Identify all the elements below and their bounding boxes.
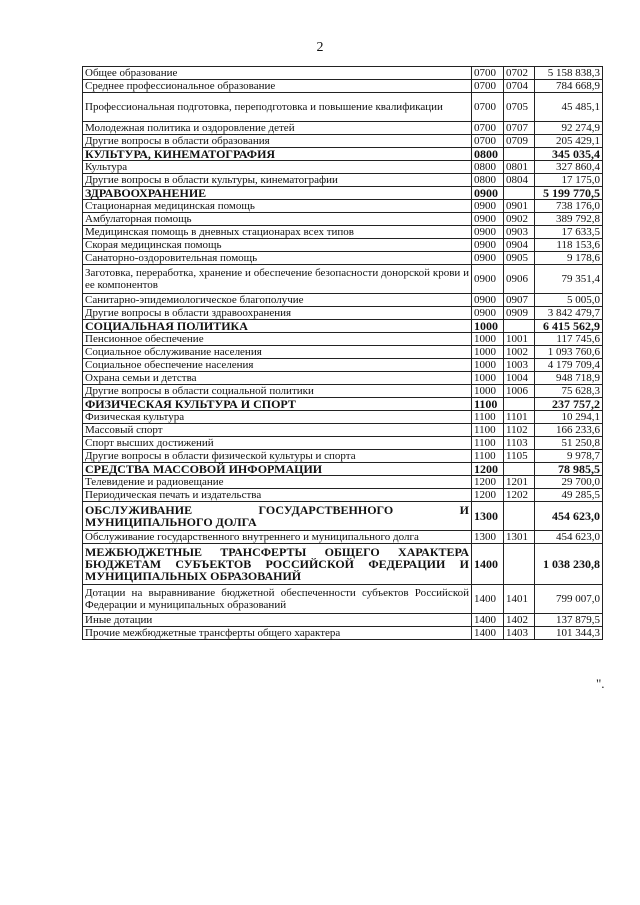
row-amount-cell: 17 175,0: [535, 174, 603, 187]
table-row: [83, 67, 603, 80]
row-section-code-cell: 1300: [472, 531, 504, 544]
row-name-cell: Массовый спорт: [83, 424, 472, 437]
row-section-code-cell: 0700: [472, 93, 504, 122]
table-row: [83, 307, 603, 320]
table-section-row: [83, 502, 603, 531]
row-subsection-code-cell: 1003: [504, 359, 535, 372]
row-section-code-cell: 0900: [472, 307, 504, 320]
row-name-cell: Охрана семьи и детства: [83, 372, 472, 385]
row-amount-cell: 1 038 230,8: [535, 544, 603, 585]
row-amount-cell: 6 415 562,9: [535, 320, 603, 333]
table-row: [83, 531, 603, 544]
row-amount-cell: 454 623,0: [535, 502, 603, 531]
row-amount-cell: 5 158 838,3: [535, 67, 603, 80]
table-section-row: [83, 320, 603, 333]
row-section-code-cell: 1000: [472, 372, 504, 385]
table-row: [83, 585, 603, 614]
row-section-code-cell: 1100: [472, 411, 504, 424]
row-section-code-cell: 0700: [472, 135, 504, 148]
row-name-cell: Культура: [83, 161, 472, 174]
row-section-code-cell: 1000: [472, 333, 504, 346]
row-amount-cell: 10 294,1: [535, 411, 603, 424]
table-row: [83, 489, 603, 502]
row-subsection-code-cell: 1102: [504, 424, 535, 437]
row-name-cell: Санитарно-эпидемиологическое благополучие: [83, 294, 472, 307]
row-name-cell: Спорт высших достижений: [83, 437, 472, 450]
row-amount-cell: 4 179 709,4: [535, 359, 603, 372]
row-amount-cell: 5 199 770,5: [535, 187, 603, 200]
row-subsection-code-cell: 0707: [504, 122, 535, 135]
row-section-code-cell: 1100: [472, 437, 504, 450]
row-name-cell: Пенсионное обеспечение: [83, 333, 472, 346]
row-section-code-cell: 0700: [472, 122, 504, 135]
row-subsection-code-cell: 1401: [504, 585, 535, 614]
row-name-cell: Общее образование: [83, 67, 472, 80]
row-amount-cell: 948 718,9: [535, 372, 603, 385]
row-name-cell: Скорая медицинская помощь: [83, 239, 472, 252]
table-row: [83, 122, 603, 135]
row-subsection-code-cell: 1103: [504, 437, 535, 450]
row-subsection-code-cell: [504, 148, 535, 161]
row-amount-cell: 118 153,6: [535, 239, 603, 252]
row-amount-cell: 738 176,0: [535, 200, 603, 213]
row-amount-cell: 75 628,3: [535, 385, 603, 398]
row-name-cell: Телевидение и радиовещание: [83, 476, 472, 489]
row-section-code-cell: 0900: [472, 252, 504, 265]
row-name-cell: Другие вопросы в области социальной политики: [83, 385, 472, 398]
budget-table-body: [83, 67, 603, 640]
row-section-code-cell: 1000: [472, 320, 504, 333]
row-section-code-cell: 0900: [472, 226, 504, 239]
row-section-code-cell: 0900: [472, 213, 504, 226]
row-amount-cell: 117 745,6: [535, 333, 603, 346]
row-name-cell: Среднее профессиональное образование: [83, 80, 472, 93]
row-amount-cell: 101 344,3: [535, 627, 603, 640]
row-section-code-cell: 1100: [472, 398, 504, 411]
row-subsection-code-cell: 1201: [504, 476, 535, 489]
row-name-cell: ОБСЛУЖИВАНИЕ ГОСУДАРСТВЕННОГО И МУНИЦИПАЛЬНОГО ДОЛГА: [83, 502, 472, 531]
row-amount-cell: 327 860,4: [535, 161, 603, 174]
closing-quote-mark: ".: [596, 676, 605, 691]
row-amount-cell: 799 007,0: [535, 585, 603, 614]
row-amount-cell: 45 485,1: [535, 93, 603, 122]
row-name-cell: КУЛЬТУРА, КИНЕМАТОГРАФИЯ: [83, 148, 472, 161]
table-row: [83, 252, 603, 265]
row-name-cell: Санаторно-оздоровительная помощь: [83, 252, 472, 265]
row-name-cell: Профессиональная подготовка, переподготовка и повышение квалификации: [83, 93, 472, 122]
row-name-cell: Периодическая печать и издательства: [83, 489, 472, 502]
row-name-cell: Обслуживание государственного внутреннего и муниципального долга: [83, 531, 472, 544]
row-section-code-cell: 1300: [472, 502, 504, 531]
table-row: [83, 476, 603, 489]
table-row: [83, 226, 603, 239]
table-row: [83, 372, 603, 385]
row-section-code-cell: 1400: [472, 544, 504, 585]
row-subsection-code-cell: 0704: [504, 80, 535, 93]
row-amount-cell: 166 233,6: [535, 424, 603, 437]
row-section-code-cell: 1000: [472, 359, 504, 372]
row-subsection-code-cell: 0906: [504, 265, 535, 294]
row-amount-cell: 17 633,5: [535, 226, 603, 239]
row-name-cell: Социальное обеспечение населения: [83, 359, 472, 372]
page-number: 2: [316, 40, 324, 55]
row-subsection-code-cell: [504, 502, 535, 531]
row-subsection-code-cell: [504, 544, 535, 585]
row-subsection-code-cell: 1202: [504, 489, 535, 502]
row-subsection-code-cell: 1301: [504, 531, 535, 544]
row-subsection-code-cell: 1101: [504, 411, 535, 424]
row-name-cell: Социальное обслуживание населения: [83, 346, 472, 359]
row-subsection-code-cell: 0905: [504, 252, 535, 265]
row-name-cell: Физическая культура: [83, 411, 472, 424]
row-name-cell: Дотации на выравнивание бюджетной обеспеченности субъектов Российской Федерации и муниципальных образований: [83, 585, 472, 614]
row-subsection-code-cell: 0902: [504, 213, 535, 226]
row-subsection-code-cell: [504, 463, 535, 476]
row-amount-cell: 92 274,9: [535, 122, 603, 135]
row-section-code-cell: 0900: [472, 200, 504, 213]
table-section-row: [83, 187, 603, 200]
row-section-code-cell: 0900: [472, 187, 504, 200]
row-amount-cell: 29 700,0: [535, 476, 603, 489]
row-name-cell: СРЕДСТВА МАССОВОЙ ИНФОРМАЦИИ: [83, 463, 472, 476]
row-section-code-cell: 1400: [472, 614, 504, 627]
row-amount-cell: 205 429,1: [535, 135, 603, 148]
row-subsection-code-cell: 0804: [504, 174, 535, 187]
row-subsection-code-cell: 1004: [504, 372, 535, 385]
row-subsection-code-cell: 0801: [504, 161, 535, 174]
table-row: [83, 239, 603, 252]
row-section-code-cell: 1100: [472, 424, 504, 437]
table-row: [83, 359, 603, 372]
row-subsection-code-cell: 0907: [504, 294, 535, 307]
table-row: [83, 614, 603, 627]
row-amount-cell: 79 351,4: [535, 265, 603, 294]
row-section-code-cell: 1400: [472, 627, 504, 640]
table-row: [83, 424, 603, 437]
row-subsection-code-cell: 0909: [504, 307, 535, 320]
row-amount-cell: 9 178,6: [535, 252, 603, 265]
row-section-code-cell: 1000: [472, 385, 504, 398]
row-amount-cell: 5 005,0: [535, 294, 603, 307]
table-row: [83, 437, 603, 450]
row-section-code-cell: 1000: [472, 346, 504, 359]
row-name-cell: ЗДРАВООХРАНЕНИЕ: [83, 187, 472, 200]
row-name-cell: Другие вопросы в области физической культуры и спорта: [83, 450, 472, 463]
row-amount-cell: 454 623,0: [535, 531, 603, 544]
row-section-code-cell: 0800: [472, 148, 504, 161]
row-name-cell: Прочие межбюджетные трансферты общего характера: [83, 627, 472, 640]
row-subsection-code-cell: [504, 320, 535, 333]
row-amount-cell: 345 035,4: [535, 148, 603, 161]
row-section-code-cell: 1200: [472, 476, 504, 489]
row-subsection-code-cell: 1403: [504, 627, 535, 640]
budget-table: [82, 66, 603, 640]
row-name-cell: Иные дотации: [83, 614, 472, 627]
row-name-cell: Амбулаторная помощь: [83, 213, 472, 226]
table-row: [83, 161, 603, 174]
table-section-row: [83, 463, 603, 476]
row-name-cell: МЕЖБЮДЖЕТНЫЕ ТРАНСФЕРТЫ ОБЩЕГО ХАРАКТЕРА БЮДЖЕТАМ СУБЪЕКТОВ РОССИЙСКОЙ ФЕДЕРАЦИИ И МУНИЦИПАЛЬНЫХ ОБРАЗОВАНИЙ: [83, 544, 472, 585]
row-section-code-cell: 0900: [472, 294, 504, 307]
row-amount-cell: 784 668,9: [535, 80, 603, 93]
row-name-cell: Молодежная политика и оздоровление детей: [83, 122, 472, 135]
table-section-row: [83, 398, 603, 411]
table-row: [83, 135, 603, 148]
row-subsection-code-cell: [504, 187, 535, 200]
table-row: [83, 265, 603, 294]
row-subsection-code-cell: 0904: [504, 239, 535, 252]
table-row: [83, 627, 603, 640]
table-row: [83, 294, 603, 307]
row-amount-cell: 137 879,5: [535, 614, 603, 627]
row-subsection-code-cell: 0901: [504, 200, 535, 213]
row-subsection-code-cell: 1002: [504, 346, 535, 359]
row-subsection-code-cell: 0705: [504, 93, 535, 122]
row-amount-cell: 3 842 479,7: [535, 307, 603, 320]
row-amount-cell: 9 978,7: [535, 450, 603, 463]
table-row: [83, 411, 603, 424]
row-section-code-cell: 0800: [472, 161, 504, 174]
table-row: [83, 333, 603, 346]
row-amount-cell: 51 250,8: [535, 437, 603, 450]
row-amount-cell: 237 757,2: [535, 398, 603, 411]
row-name-cell: Стационарная медицинская помощь: [83, 200, 472, 213]
row-name-cell: Другие вопросы в области образования: [83, 135, 472, 148]
row-subsection-code-cell: 1006: [504, 385, 535, 398]
row-section-code-cell: 0800: [472, 174, 504, 187]
row-name-cell: Другие вопросы в области культуры, кинематографии: [83, 174, 472, 187]
row-section-code-cell: 0900: [472, 239, 504, 252]
row-subsection-code-cell: 0702: [504, 67, 535, 80]
row-name-cell: Медицинская помощь в дневных стационарах всех типов: [83, 226, 472, 239]
row-section-code-cell: 0900: [472, 265, 504, 294]
table-row: [83, 213, 603, 226]
row-amount-cell: 389 792,8: [535, 213, 603, 226]
row-amount-cell: 49 285,5: [535, 489, 603, 502]
row-amount-cell: 1 093 760,6: [535, 346, 603, 359]
row-name-cell: Заготовка, переработка, хранение и обеспечение безопасности донорской крови и ее компонентов: [83, 265, 472, 294]
table-row: [83, 346, 603, 359]
row-section-code-cell: 1200: [472, 463, 504, 476]
row-subsection-code-cell: 0903: [504, 226, 535, 239]
row-section-code-cell: 1400: [472, 585, 504, 614]
row-subsection-code-cell: 0709: [504, 135, 535, 148]
row-subsection-code-cell: 1402: [504, 614, 535, 627]
row-section-code-cell: 1200: [472, 489, 504, 502]
table-row: [83, 93, 603, 122]
table-row: [83, 200, 603, 213]
row-section-code-cell: 0700: [472, 80, 504, 93]
table-row: [83, 174, 603, 187]
table-row: [83, 450, 603, 463]
row-section-code-cell: 0700: [472, 67, 504, 80]
table-section-row: [83, 148, 603, 161]
table-row: [83, 385, 603, 398]
row-section-code-cell: 1100: [472, 450, 504, 463]
row-subsection-code-cell: 1105: [504, 450, 535, 463]
table-row: [83, 80, 603, 93]
row-name-cell: ФИЗИЧЕСКАЯ КУЛЬТУРА И СПОРТ: [83, 398, 472, 411]
row-subsection-code-cell: 1001: [504, 333, 535, 346]
row-name-cell: Другие вопросы в области здравоохранения: [83, 307, 472, 320]
table-section-row: [83, 544, 603, 585]
row-subsection-code-cell: [504, 398, 535, 411]
row-amount-cell: 78 985,5: [535, 463, 603, 476]
row-name-cell: СОЦИАЛЬНАЯ ПОЛИТИКА: [83, 320, 472, 333]
